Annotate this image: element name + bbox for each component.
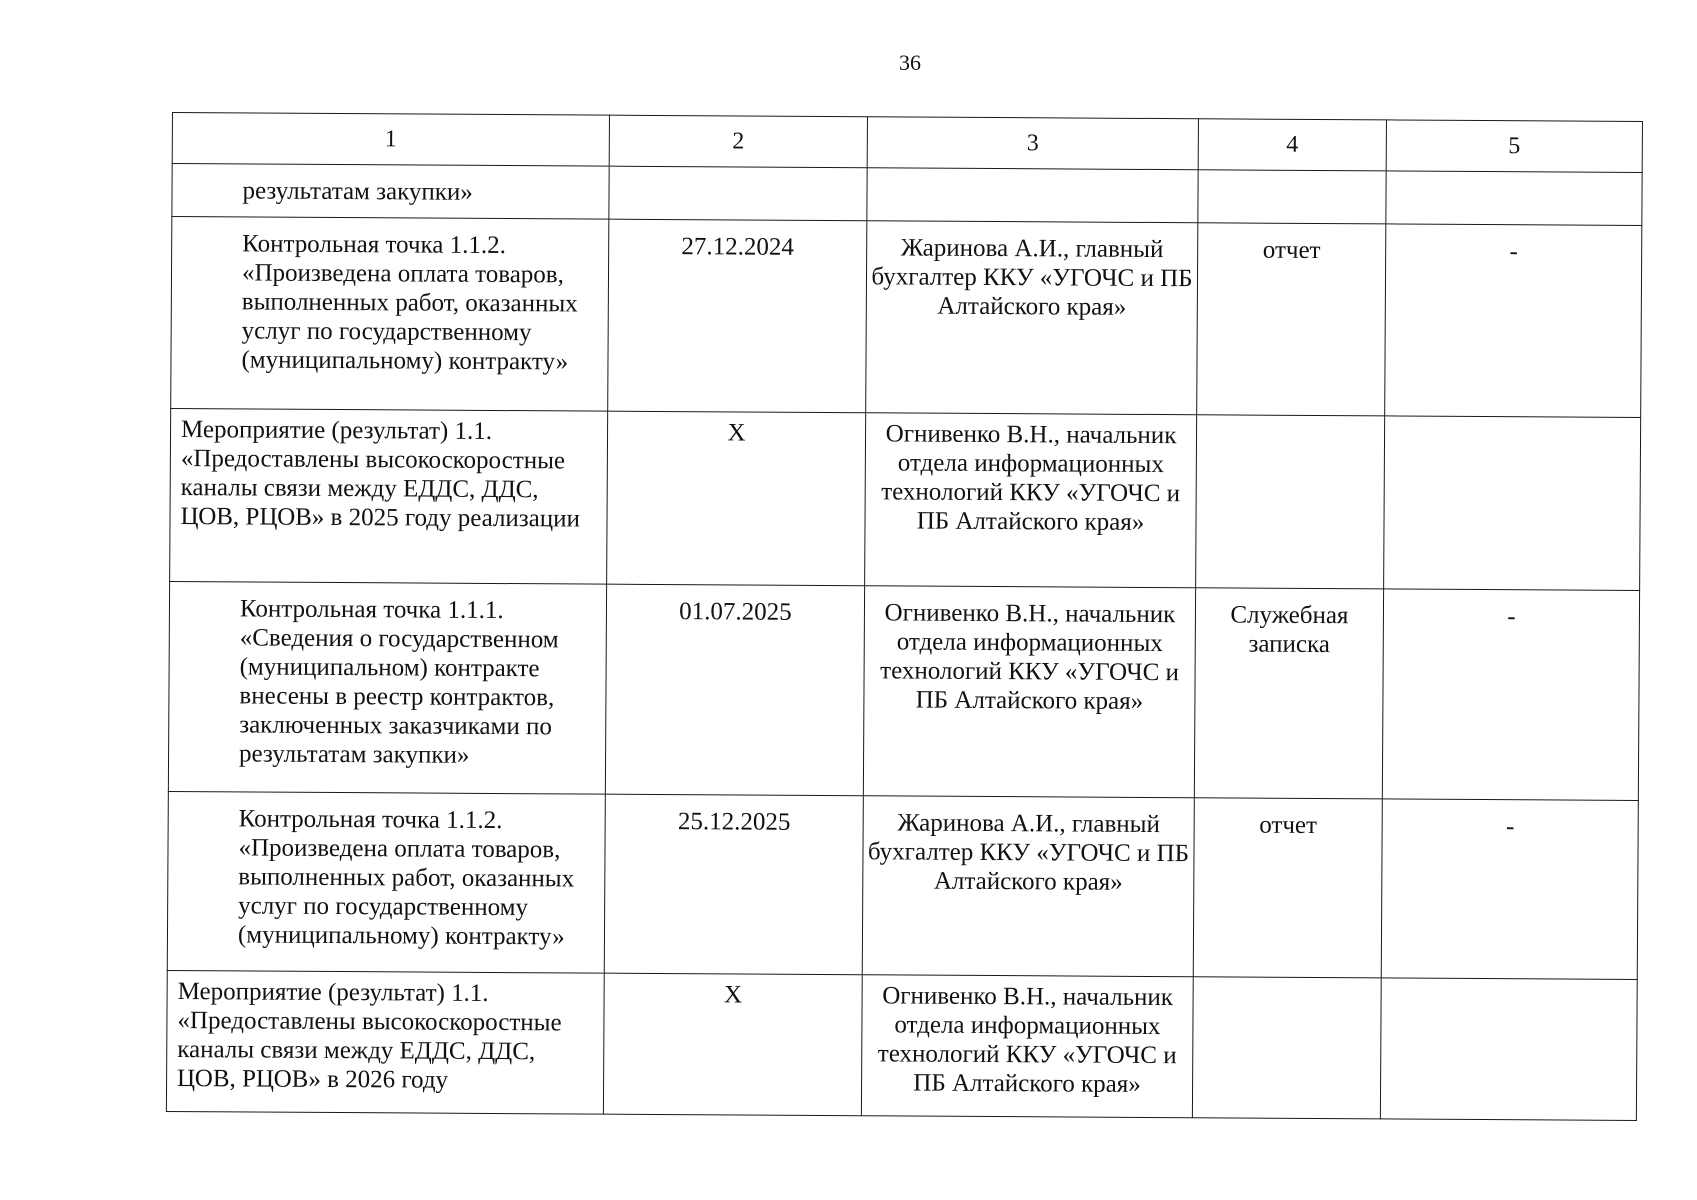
cell-document: отчет	[1193, 798, 1382, 978]
cell-note	[1384, 416, 1641, 591]
table-row-continuation	[172, 164, 1642, 226]
column-header-5: 5	[1386, 120, 1642, 173]
column-header-4: 4	[1198, 119, 1386, 171]
table-row	[166, 970, 1637, 1120]
table-row	[171, 217, 1642, 418]
table-row	[170, 408, 1641, 590]
cell-responsible	[867, 168, 1198, 223]
cell-responsible: Огнивенко В.Н., начальник отдела информационных технологий ККУ «УГОЧС и ПБ Алтайского края»	[861, 975, 1193, 1118]
table-row	[168, 581, 1639, 800]
cell-document: Служебная записка	[1194, 588, 1383, 799]
cell-note	[1380, 978, 1637, 1121]
cell-responsible: Огнивенко В.Н., начальник отдела информационных технологий ККУ «УГОЧС и ПБ Алтайского края»	[865, 413, 1197, 588]
cell-note	[1386, 171, 1642, 226]
header-row	[172, 113, 1642, 173]
column-header-3: 3	[867, 117, 1198, 170]
cell-date: X	[607, 411, 866, 586]
cell-document	[1192, 977, 1381, 1119]
cell-responsible: Жаринова А.И., главный бухгалтер ККУ «УГОЧС и ПБ Алтайского края»	[862, 796, 1194, 977]
cell-note: -	[1382, 589, 1639, 801]
cell-note: -	[1381, 799, 1638, 980]
cell-name: Контрольная точка 1.1.2. «Произведена оплата товаров, выполненных работ, оказанных услуг по государственному (муниципальному) контракту»	[171, 217, 609, 412]
cell-date: X	[603, 973, 862, 1116]
cell-name: Контрольная точка 1.1.2. «Произведена оплата товаров, выполненных работ, оказанных услуг по государственному (муниципальному) контракту»	[167, 791, 605, 973]
schedule-table	[166, 112, 1643, 1121]
cell-responsible: Огнивенко В.Н., начальник отдела информационных технологий ККУ «УГОЧС и ПБ Алтайского края»	[863, 586, 1195, 798]
column-header-1: 1	[172, 113, 609, 167]
schedule-table-container	[166, 112, 1642, 1121]
cell-date: 01.07.2025	[605, 584, 864, 796]
table-row	[167, 791, 1638, 979]
cell-name: Мероприятие (результат) 1.1. «Предоставлены высокоскоростные каналы связи между ЕДДС, ДДС, ЦОВ, РЦОВ» в 2025 году реализации	[170, 408, 608, 584]
cell-document	[1198, 170, 1386, 224]
page-number: 36	[899, 50, 921, 75]
cell-date	[609, 166, 867, 221]
cell-note: -	[1385, 224, 1642, 418]
cell-date: 27.12.2024	[608, 219, 867, 413]
cell-name: Контрольная точка 1.1.1. «Сведения о государственном (муниципальном) контракте внесены в реестр контрактов, заключенных заказчиками по результатам закупки»	[168, 581, 606, 794]
cell-date: 25.12.2025	[604, 794, 863, 975]
cell-document	[1196, 415, 1385, 589]
cell-name: результатам закупки»	[172, 164, 609, 220]
cell-name: Мероприятие (результат) 1.1. «Предоставлены высокоскоростные каналы связи между ЕДДС, ДДС, ЦОВ, РЦОВ» в 2026 году	[166, 970, 604, 1114]
column-header-2: 2	[609, 115, 867, 168]
cell-document: отчет	[1197, 223, 1386, 416]
cell-responsible: Жаринова А.И., главный бухгалтер ККУ «УГОЧС и ПБ Алтайского края»	[866, 221, 1198, 415]
